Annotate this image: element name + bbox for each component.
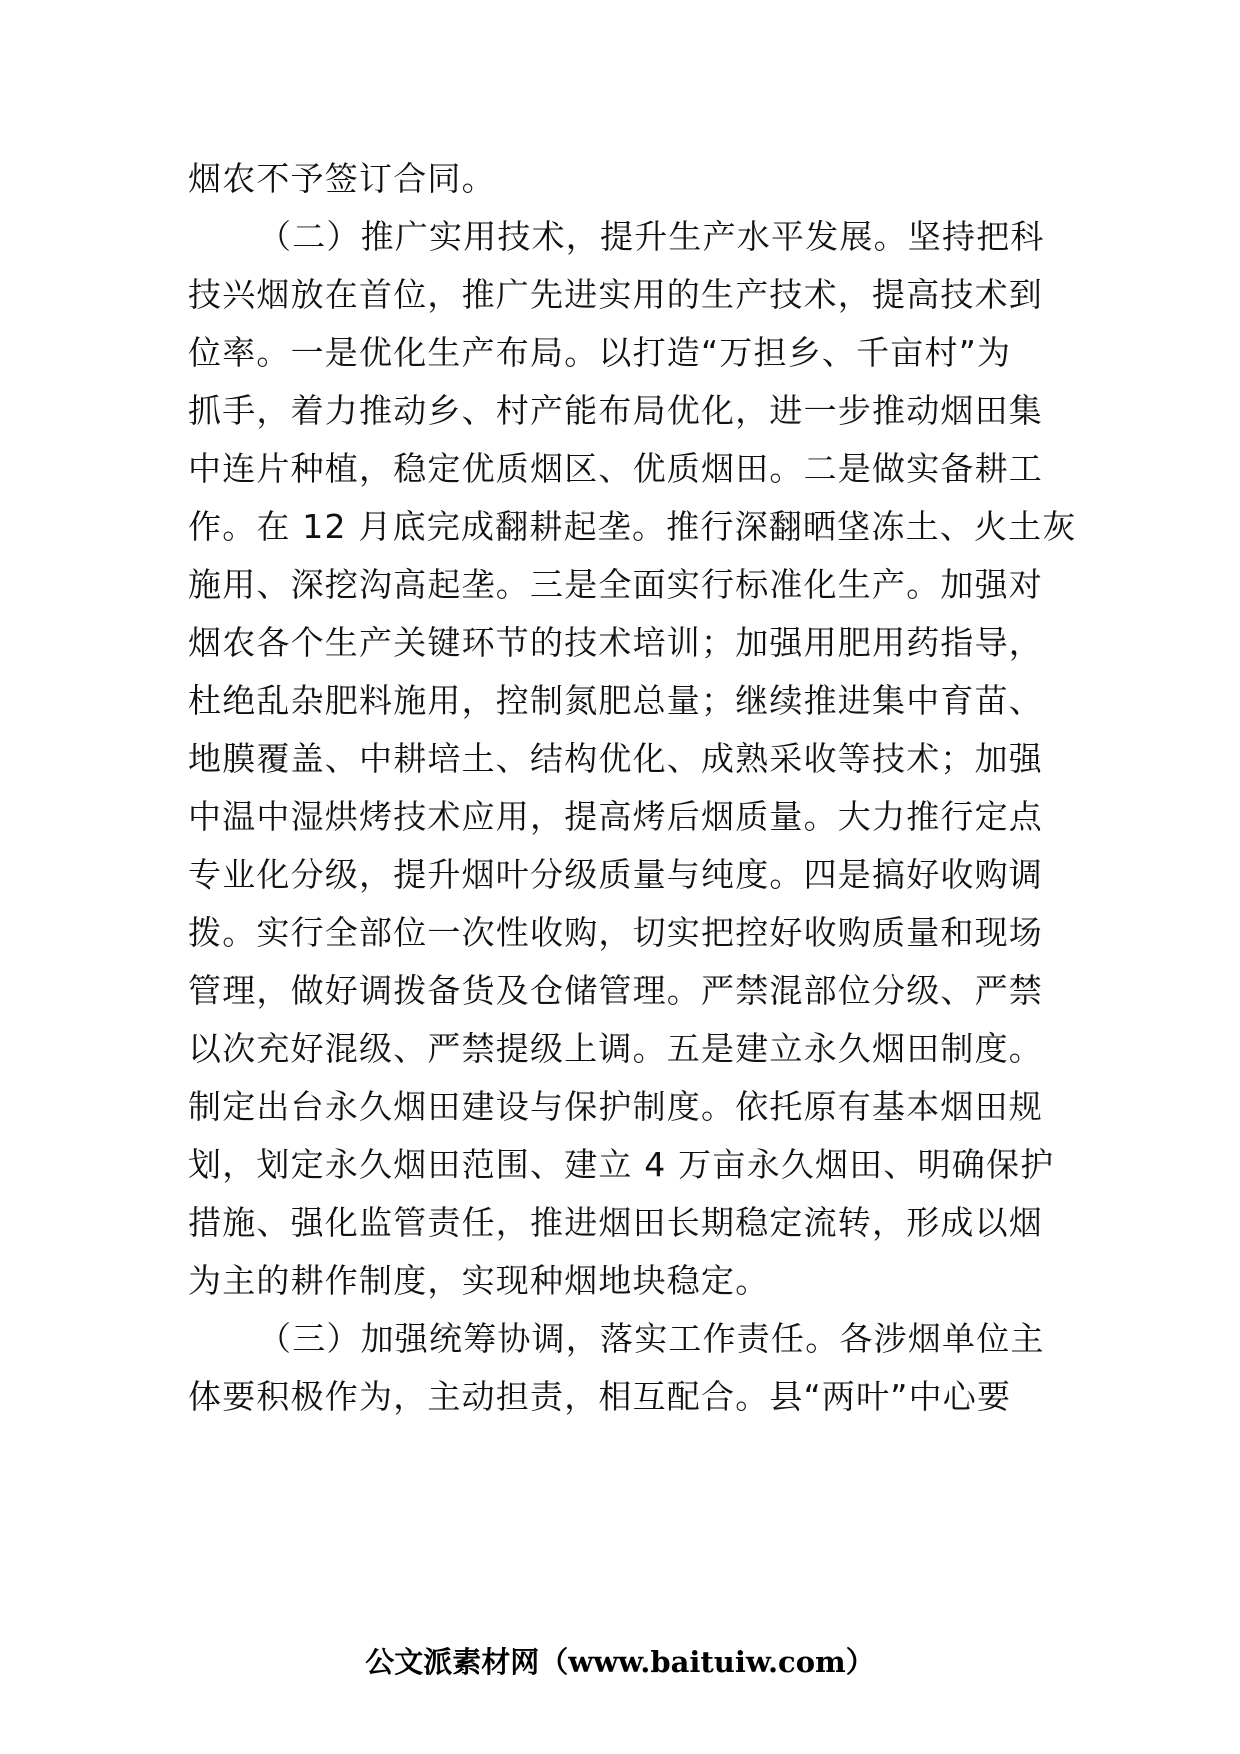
text-line: 体要积极作为，主动担责，相互配合。县“两叶”中心要 [188,1377,1012,1416]
text-line: 烟农不予签订合同。 [188,159,496,198]
text-line: （三）加强统筹协调，落实工作责任。各涉烟单位主 [258,1319,1045,1358]
text-line: 拨。实行全部位一次性收购，切实把控好收购质量和现场 [188,913,1043,952]
text-line: 划，划定永久烟田范围、建立 4 万亩永久烟田、明确保护 [188,1145,1055,1184]
text-line: 地膜覆盖、中耕培土、结构优化、成熟采收等技术；加强 [188,739,1043,778]
text-line: 措施、强化监管责任，推进烟田长期稳定流转，形成以烟 [188,1203,1043,1242]
footer-watermark: 公文派素材网（www.baituiw.com） [365,1645,875,1679]
text-line: 施用、深挖沟高起垄。三是全面实行标准化生产。加强对 [188,565,1043,604]
text-line: 中温中湿烘烤技术应用，提高烤后烟质量。大力推行定点 [188,797,1043,836]
text-line: 为主的耕作制度，实现种烟地块稳定。 [188,1261,770,1300]
text-line: 制定出台永久烟田建设与保护制度。依托原有基本烟田规 [188,1087,1043,1126]
text-line: 烟农各个生产关键环节的技术培训；加强用肥用药指导， [188,623,1043,662]
text-line: 杜绝乱杂肥料施用，控制氮肥总量；继续推进集中育苗、 [188,681,1043,720]
text-line: （二）推广实用技术，提升生产水平发展。坚持把科 [258,217,1045,256]
text-line: 以次充好混级、严禁提级上调。五是建立永久烟田制度。 [188,1029,1043,1068]
text-line: 专业化分级，提升烟叶分级质量与纯度。四是搞好收购调 [188,855,1043,894]
text-line: 位率。一是优化生产布局。以打造“万担乡、千亩村”为 [188,333,1012,372]
text-line: 管理，做好调拨备货及仓储管理。严禁混部位分级、严禁 [188,971,1043,1010]
text-line: 技兴烟放在首位，推广先进实用的生产技术，提高技术到 [188,275,1043,314]
text-line: 中连片种植，稳定优质烟区、优质烟田。二是做实备耕工 [188,449,1043,488]
text-line: 作。在 12 月底完成翻耕起垄。推行深翻晒垡冻土、火土灰 [188,507,1077,546]
text-line: 抓手，着力推动乡、村产能布局优化，进一步推动烟田集 [188,391,1043,430]
